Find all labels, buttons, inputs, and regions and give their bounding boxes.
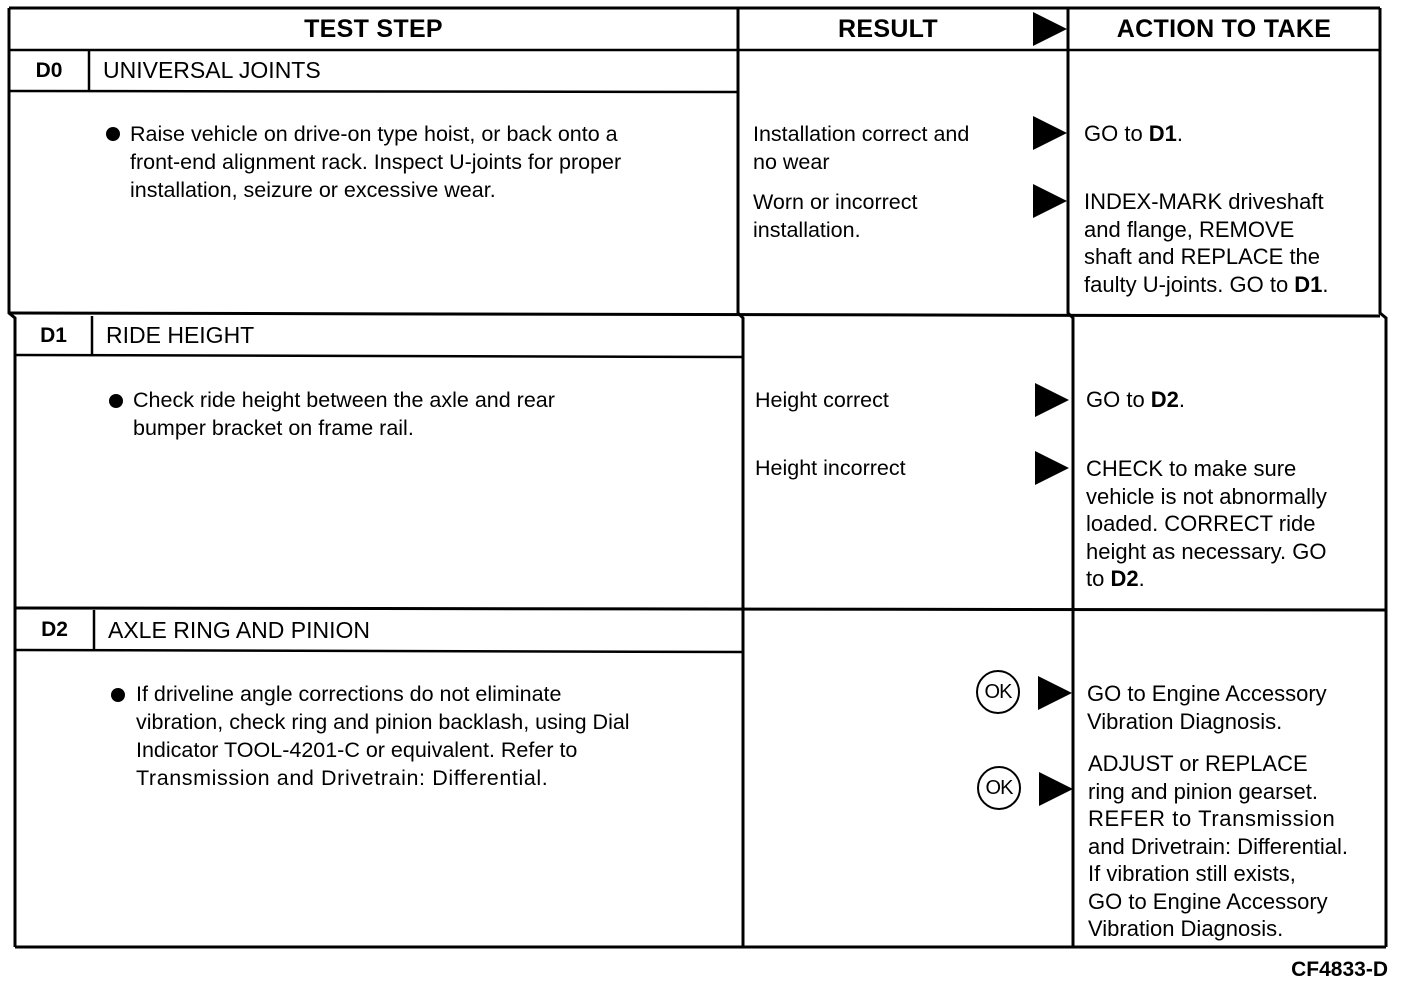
step-description: Check ride height between the axle and rear bumper bracket on frame rail. [133,388,555,440]
step-title: UNIVERSAL JOINTS [103,57,321,83]
arrow-right-icon [1033,116,1067,150]
header-result: RESULT [838,14,938,43]
action-text: INDEX-MARK driveshaft and flange, REMOVE shaft and REPLACE the faulty U-joints. GO to D1. [1084,189,1329,297]
arrow-right-icon [1035,451,1069,485]
arrow-right-icon [1033,184,1067,218]
result-text: Installation correct and no wear [753,122,970,174]
step-title: RIDE HEIGHT [106,322,255,348]
ok-circle-icon: OK [976,670,1020,714]
step-id: D1 [40,323,67,347]
arrow-right-icon [1038,676,1072,710]
bullet-icon [109,394,123,408]
arrow-right-icon [1039,772,1073,806]
result-text: Height incorrect [755,456,906,480]
step-description: Raise vehicle on drive-on type hoist, or back onto a front-end alignment rack. Inspect U-joints for proper installation, seizure or excessive wear. [130,122,622,202]
bullet-icon [106,127,120,141]
step-id: D0 [35,58,63,82]
result-text: Worn or incorrect installation. [753,190,918,242]
ok-circle-icon: OK [977,766,1021,810]
action-text: ADJUST or REPLACE ring and pinion gearset. REFER to Transmission and Drivetrain: Differential. If vibration still exists, GO to Engine Accessory Vibration Diagnosis. [1088,751,1349,941]
arrow-right-icon [1035,383,1069,417]
step-id: D2 [41,618,68,641]
header-test-step: TEST STEP [304,14,443,43]
bullet-icon [111,688,125,702]
header-action: ACTION TO TAKE [1116,14,1332,43]
action-text: CHECK to make sure vehicle is not abnormally loaded. CORRECT ride height as necessary. GO to D2. [1086,456,1327,591]
action-text: GO to Engine Accessory Vibration Diagnosis. [1087,681,1327,734]
step-description: If driveline angle corrections do not eliminate vibration, check ring and pinion backlash, using Dial Indicator TOOL-4201-C or equivalent. Refer to Transmission and Drivetrain: Differential. [136,682,630,790]
result-text: Height correct [755,388,889,412]
step-title: AXLE RING AND PINION [108,616,371,643]
action-text: GO to D1. [1084,121,1184,146]
header-arrow-icon [1033,12,1067,46]
action-text: GO to D2. [1086,387,1186,412]
figure-id: CF4833-D [1291,958,1388,981]
